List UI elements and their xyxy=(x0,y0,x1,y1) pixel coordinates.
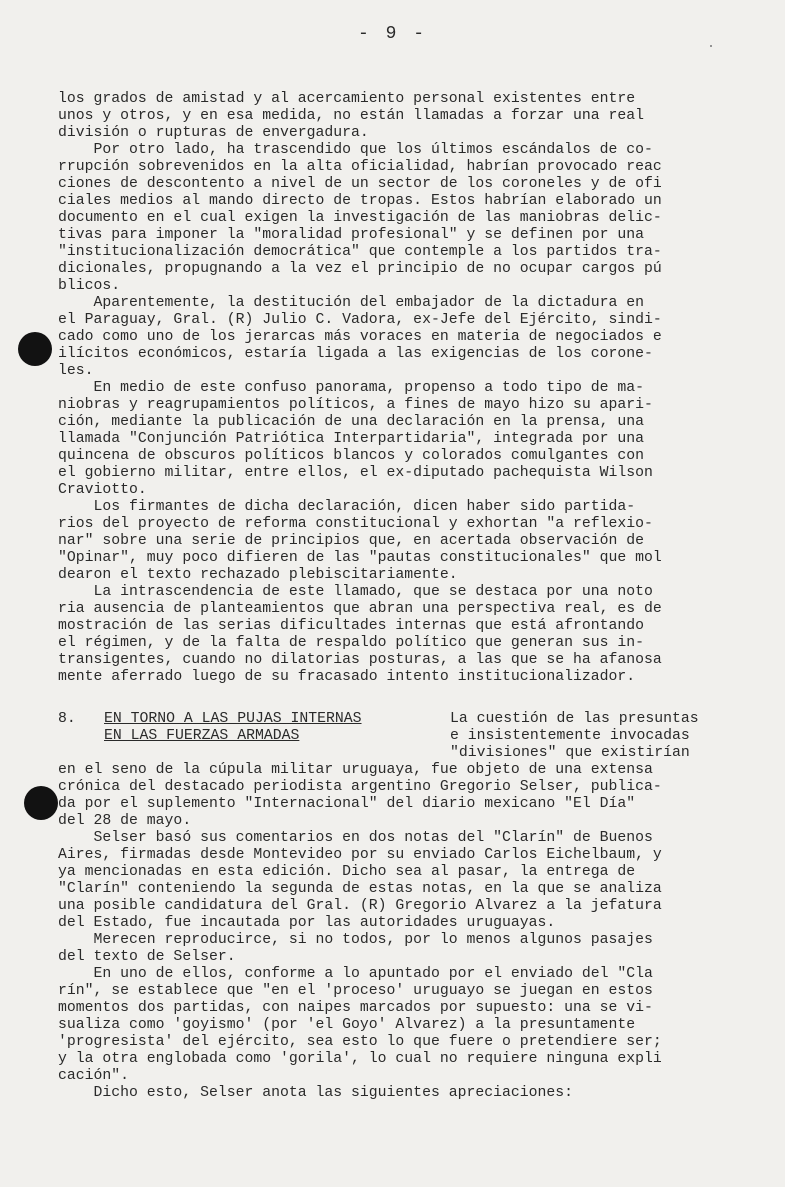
text-line: Selser basó sus comentarios en dos notas del "Clarín" de Buenos xyxy=(58,830,653,846)
text-line: "divisiones" que existirían xyxy=(450,745,690,761)
text-line: e insistentemente invocadas xyxy=(450,728,690,744)
text-line: crónica del destacado periodista argentino Gregorio Selser, publica- xyxy=(58,779,662,795)
text-line: rios del proyecto de reforma constitucional y exhortan "a reflexio- xyxy=(58,516,653,532)
text-line: cación". xyxy=(58,1068,130,1084)
text-line: y la otra englobada como 'gorila', lo cual no requiere ninguna expli xyxy=(58,1051,662,1067)
text-line: da por el suplemento "Internacional" del diario mexicano "El Día" xyxy=(58,796,636,812)
text-line: división o rupturas de envergadura. xyxy=(58,125,369,141)
text-line: mostración de las serias dificultades internas que está afrontando xyxy=(58,618,645,634)
text-line: ria ausencia de planteamientos que abran una perspectiva real, es de xyxy=(58,601,662,617)
text-line: dearon el texto rechazado plebiscitariamente. xyxy=(58,567,458,583)
text-line: del Estado, fue incautada por las autoridades uruguayas. xyxy=(58,915,556,931)
text-line: 'progresista' del ejército, sea esto lo que fuere o pretendiere ser; xyxy=(58,1034,662,1050)
text-line: el Paraguay, Gral. (R) Julio C. Vadora, ex-Jefe del Ejército, sindi- xyxy=(58,312,662,328)
text-line: documento en el cual exigen la investigación de las maniobras delic- xyxy=(58,210,662,226)
text-line: les. xyxy=(58,363,94,379)
page-number: - 9 - xyxy=(357,24,427,44)
text-line: La intrascendencia de este llamado, que se destaca por una noto xyxy=(58,584,653,600)
text-line: los grados de amistad y al acercamiento personal existentes entre xyxy=(58,91,636,107)
text-line: "institucionalización democrática" que contemple a los partidos tra- xyxy=(58,244,662,260)
binder-hole-top xyxy=(18,332,52,366)
text-line: rrupción sobrevenidos en la alta oficialidad, habrían provocado reac xyxy=(58,159,662,175)
text-line: llamada "Conjunción Patriótica Interpartidaria", integrada por una xyxy=(58,431,645,447)
text-line: en el seno de la cúpula militar uruguaya, fue objeto de una extensa xyxy=(58,762,653,778)
text-line: del 28 de mayo. xyxy=(58,813,192,829)
text-line: tivas para imponer la "moralidad profesional" y se definen por una xyxy=(58,227,645,243)
text-line: En uno de ellos, conforme a lo apuntado por el enviado del "Cla xyxy=(58,966,653,982)
text-line: ya mencionadas en esta edición. Dicho sea al pasar, la entrega de xyxy=(58,864,636,880)
section-title-line-2: EN LAS FUERZAS ARMADAS xyxy=(104,728,300,744)
text-line: ciones de descontento a nivel de un sector de los coroneles y de ofi xyxy=(58,176,662,192)
text-line: Dicho esto, Selser anota las siguientes apreciaciones: xyxy=(58,1085,574,1101)
text-line: el gobierno militar, entre ellos, el ex-diputado pachequista Wilson xyxy=(58,465,653,481)
text-line: transigentes, cuando no dilatorias posturas, a las que se ha afanosa xyxy=(58,652,662,668)
text-line: quincena de obscuros políticos blancos y colorados comulgantes con xyxy=(58,448,645,464)
text-line: Craviotto. xyxy=(58,482,147,498)
text-line: momentos dos partidas, con naipes marcados por supuesto: una se vi- xyxy=(58,1000,653,1016)
text-line: mente aferrado luego de su fracasado intento institucionalizador. xyxy=(58,669,636,685)
text-line: niobras y reagrupamientos políticos, a fines de mayo hizo su apari- xyxy=(58,397,653,413)
text-line: cado como uno de los jerarcas más voraces en materia de negociados e xyxy=(58,329,662,345)
body-text-top xyxy=(58,91,738,686)
text-line: ilícitos económicos, estaría ligada a las exigencias de los corone- xyxy=(58,346,653,362)
text-line: dicionales, propugnando a la vez el principio de no ocupar cargos pú xyxy=(58,261,662,277)
body-text-bottom xyxy=(58,762,738,1102)
text-line: Merecen reproducirce, si no todos, por lo menos algunos pasajes xyxy=(58,932,653,948)
text-line: La cuestión de las presuntas xyxy=(450,711,699,727)
text-line: "Opinar", muy poco difieren de las "pautas constitucionales" que mol xyxy=(58,550,662,566)
text-line: unos y otros, y en esa medida, no están llamadas a forzar una real xyxy=(58,108,645,124)
text-line: Aparentemente, la destitución del embajador de la dictadura en xyxy=(58,295,645,311)
text-line: Los firmantes de dicha declaración, dicen haber sido partida- xyxy=(58,499,636,515)
section-number: 8. xyxy=(58,711,76,727)
text-line: Aires, firmadas desde Montevideo por su enviado Carlos Eichelbaum, y xyxy=(58,847,662,863)
paper-speck xyxy=(710,45,712,47)
text-line: del texto de Selser. xyxy=(58,949,236,965)
text-line: rín", se establece que "en el 'proceso' uruguayo se juegan en estos xyxy=(58,983,653,999)
text-line: una posible candidatura del Gral. (R) Gregorio Alvarez a la jefatura xyxy=(58,898,662,914)
text-line: blicos. xyxy=(58,278,121,294)
text-line: sualiza como 'goyismo' (por 'el Goyo' Alvarez) a la presuntamente xyxy=(58,1017,636,1033)
text-line: Por otro lado, ha trascendido que los últimos escándalos de co- xyxy=(58,142,653,158)
section-title-line-1: EN TORNO A LAS PUJAS INTERNAS xyxy=(104,711,362,727)
text-line: En medio de este confuso panorama, propenso a todo tipo de ma- xyxy=(58,380,645,396)
binder-hole-bottom xyxy=(24,786,58,820)
text-line: ción, mediante la publicación de una declaración en la prensa, una xyxy=(58,414,645,430)
section-intro xyxy=(450,711,699,762)
text-line: el régimen, y de la falta de respaldo político que generan sus in- xyxy=(58,635,645,651)
text-line: ciales medios al mando directo de tropas. Estos habrían elaborado un xyxy=(58,193,662,209)
text-line: nar" sobre una serie de principios que, en acertada observación de xyxy=(58,533,645,549)
text-line: "Clarín" conteniendo la segunda de estas notas, en la que se analiza xyxy=(58,881,662,897)
